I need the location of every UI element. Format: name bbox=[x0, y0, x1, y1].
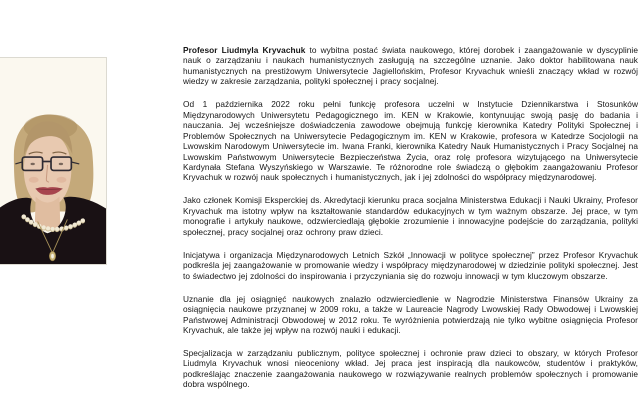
biography-text bbox=[183, 45, 638, 400]
cheek-left bbox=[29, 177, 39, 183]
bio-paragraph-2: Od 1 października 2022 roku pełni funkcję profesora uczelni w Instytucie Dziennikarstwa i Stosunków Międzynarodowych Uniwersytetu Pedagogicznego im. KEN w Krakowie, kontynuując swoją pasję do badania i nauczania. Jej wcześniejsze doświadczenia zawodowe obejmują funkcję kierownika Katedry Polityki Społecznej i Problemów Społecznych na Uniwersytecie Pedagogicznym im. KEN w Krakowie, profesora w Katedrze Socjologii na Lwowskim Narodowym Uniwersytecie im. Iwana Franki, kierownika Katedry Nauk Humanistycznych i Pracy Socjalnej na Lwowskim Państwowym Uniwersytecie Bezpieczeństwa Życia, oraz rolę profesora wizytującego na Uniwersytecie Kardynała Stefana Wyszyńskiego w Warszawie. Te różnorodne role świadczą o głębokim zaangażowaniu Profesor Kryvachuk w rozwój nauk społecznych i humanistycznych, jak i jej zdolności do współpracy międzynarodowej. bbox=[183, 99, 638, 183]
cheek-right bbox=[56, 177, 66, 183]
bio-paragraph-1-body: to wybitna postać świata naukowego, której dorobek i zaangażowanie w dyscyplinie nauk o zarządzaniu i naukach humanistycznych zasługują na szczególne uznanie. Jako doktor habilitowana nauk humanistycznych na prestiżowym Uniwersytecie Jagiellońskim, Profesor Kryvachuk wnieśli znaczący wkład w rozwój wiedzy w zakresie zarządzania, polityki społecznej i pracy socjalnej. bbox=[183, 45, 638, 87]
bio-paragraph-1 bbox=[183, 45, 638, 87]
portrait-illustration bbox=[0, 58, 106, 264]
bio-paragraph-3: Jako członek Komisji Eksperckiej ds. Akredytacji kierunku praca socjalna Ministerstwa Edukacji i Nauki Ukrainy, Profesor Kryvachuk ma istotny wpływ na kształtowanie standardów edukacyjnych w tym ważnym obszarze. Jej prace, w tym monografie i artykuły naukowe, odzwierciedlają głębokie zrozumienie i innowacyjne podejście do zarządzania, polityki społecznej, pracy socjalnej oraz ochrony praw dzieci. bbox=[183, 195, 638, 237]
bio-paragraph-4: Inicjatywa i organizacja Międzynarodowych Letnich Szkół „Innowacji w polityce społecznej” przez Profesor Kryvachuk podkreśla jej zaangażowanie w promowanie wiedzy i współpracy międzynarodowej w dziedzinie polityki społecznej. Jest to świadectwo jej zdolności do inspirowania i przyczyniania się do rozwoju innowacji w tym kluczowym obszarze. bbox=[183, 249, 638, 281]
portrait-photo bbox=[0, 57, 107, 265]
pendant-center bbox=[51, 254, 54, 259]
person-name: Profesor Liudmyla Kryvachuk bbox=[183, 45, 306, 55]
bio-paragraph-6: Specjalizacja w zarządzaniu publicznym, polityce społecznej i ochronie praw dzieci to obszary, w których Profesor Liudmyla Kryvachuk wnosi nieoceniony wkład. Jej praca jest inspiracją dla naukowców, studentów i praktyków, podkreślając znaczenie zaangażowania naukowego w rozwiązywanie realnych problemów społecznych i promowanie dobra wspólnego. bbox=[183, 347, 638, 390]
bio-paragraph-5: Uznanie dla jej osiągnięć naukowych znalazło odzwierciedlenie w Nagrodzie Ministerstwa Finansów Ukrainy za osiągnięcia naukowe przyznanej w 2009 roku, a także w Laureacie Nagrody Lwowskiej Rady Obwodowej i Lwowskiej Państwowej Administracji Obwodowej w 2012 roku. Te wyróżnienia potwierdzają nie tylko wybitne osiągnięcia Profesor Kryvachuk, ale także jej wpływ na rozwój nauki i edukacji. bbox=[183, 293, 638, 335]
